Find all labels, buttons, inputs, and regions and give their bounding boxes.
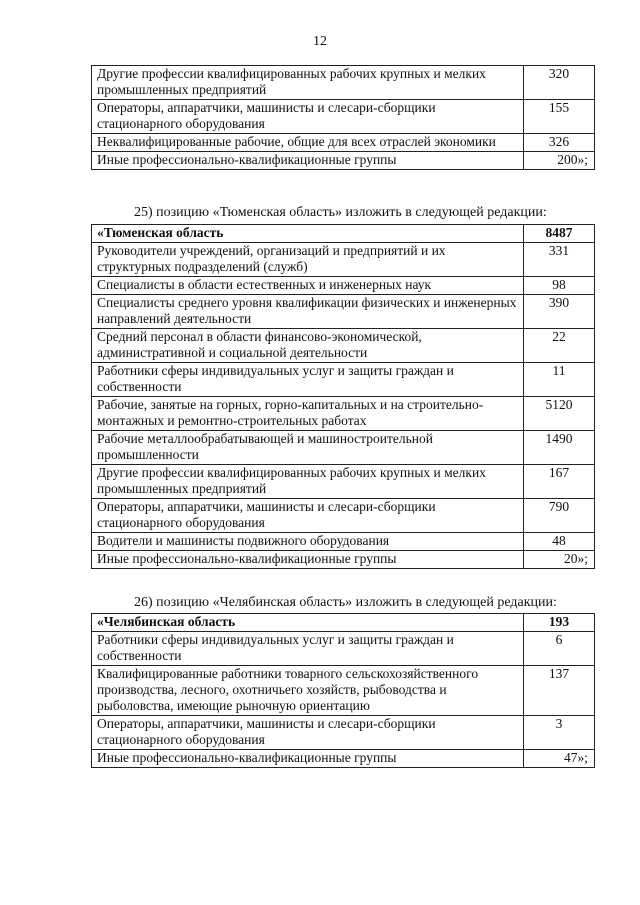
table-row [92,632,595,666]
table-row [92,465,595,499]
table-chelyabinsk [91,613,595,768]
row-value: 790 [524,499,595,533]
table-header-row [92,225,595,243]
table-row [92,66,595,100]
row-label: Иные профессионально-квалификационные группы [92,551,524,569]
row-value: 155 [524,100,595,134]
table-row [92,397,595,431]
region-name: «Челябинская область [92,614,524,632]
row-value: 390 [524,295,595,329]
row-value: 48 [524,533,595,551]
row-value: 331 [524,243,595,277]
table-row [92,551,595,569]
table-row [92,363,595,397]
table-row [92,100,595,134]
region-total: 193 [524,614,595,632]
paragraph-26: 26) позицию «Челябинская область» изложить в следующей редакции: [134,595,557,610]
row-value: 47»; [524,750,595,768]
row-label: Рабочие, занятые на горных, горно-капитальных и на строительно-монтажных и ремонтно-строительных работах [92,397,524,431]
table-row [92,295,595,329]
row-label: Операторы, аппаратчики, машинисты и слесари-сборщики стационарного оборудования [92,716,524,750]
row-label: Водители и машинисты подвижного оборудования [92,533,524,551]
table-row [92,716,595,750]
table-row [92,243,595,277]
row-value: 137 [524,666,595,716]
table-row [92,750,595,768]
row-value: 11 [524,363,595,397]
row-label: Иные профессионально-квалификационные группы [92,152,524,170]
page-number: 12 [313,34,327,49]
row-value: 3 [524,716,595,750]
table-row [92,329,595,363]
table-tyumen [91,224,595,569]
row-label: Другие профессии квалифицированных рабочих крупных и мелких промышленных предприятий [92,66,524,100]
row-value: 1490 [524,431,595,465]
row-value: 98 [524,277,595,295]
row-value: 320 [524,66,595,100]
row-label: Средний персонал в области финансово-экономической, административной и социальной деятельности [92,329,524,363]
paragraph-25: 25) позицию «Тюменская область» изложить в следующей редакции: [134,205,547,220]
region-total: 8487 [524,225,595,243]
row-value: 6 [524,632,595,666]
row-label: Другие профессии квалифицированных рабочих крупных и мелких промышленных предприятий [92,465,524,499]
row-label: Руководители учреждений, организаций и предприятий и их структурных подразделений (служб) [92,243,524,277]
table-continuation [91,65,595,170]
row-label: Рабочие металлообрабатывающей и машиностроительной промышленности [92,431,524,465]
row-value: 20»; [524,551,595,569]
row-label: Работники сферы индивидуальных услуг и защиты граждан и собственности [92,363,524,397]
row-value: 5120 [524,397,595,431]
row-label: Операторы, аппаратчики, машинисты и слесари-сборщики стационарного оборудования [92,100,524,134]
table-header-row [92,614,595,632]
row-label: Специалисты в области естественных и инженерных наук [92,277,524,295]
table-row [92,666,595,716]
table-row [92,431,595,465]
row-label: Квалифицированные работники товарного сельскохозяйственного производства, лесного, охотничьего хозяйств, рыбоводства и рыболовства, имеющие рыночную ориентацию [92,666,524,716]
table-row [92,277,595,295]
row-value: 200»; [524,152,595,170]
table-row [92,499,595,533]
row-value: 22 [524,329,595,363]
region-name: «Тюменская область [92,225,524,243]
row-value: 167 [524,465,595,499]
row-value: 326 [524,134,595,152]
row-label: Иные профессионально-квалификационные группы [92,750,524,768]
table-row [92,134,595,152]
table-row [92,533,595,551]
row-label: Операторы, аппаратчики, машинисты и слесари-сборщики стационарного оборудования [92,499,524,533]
row-label: Неквалифицированные рабочие, общие для всех отраслей экономики [92,134,524,152]
row-label: Работники сферы индивидуальных услуг и защиты граждан и собственности [92,632,524,666]
row-label: Специалисты среднего уровня квалификации физических и инженерных направлений деятельности [92,295,524,329]
table-row [92,152,595,170]
